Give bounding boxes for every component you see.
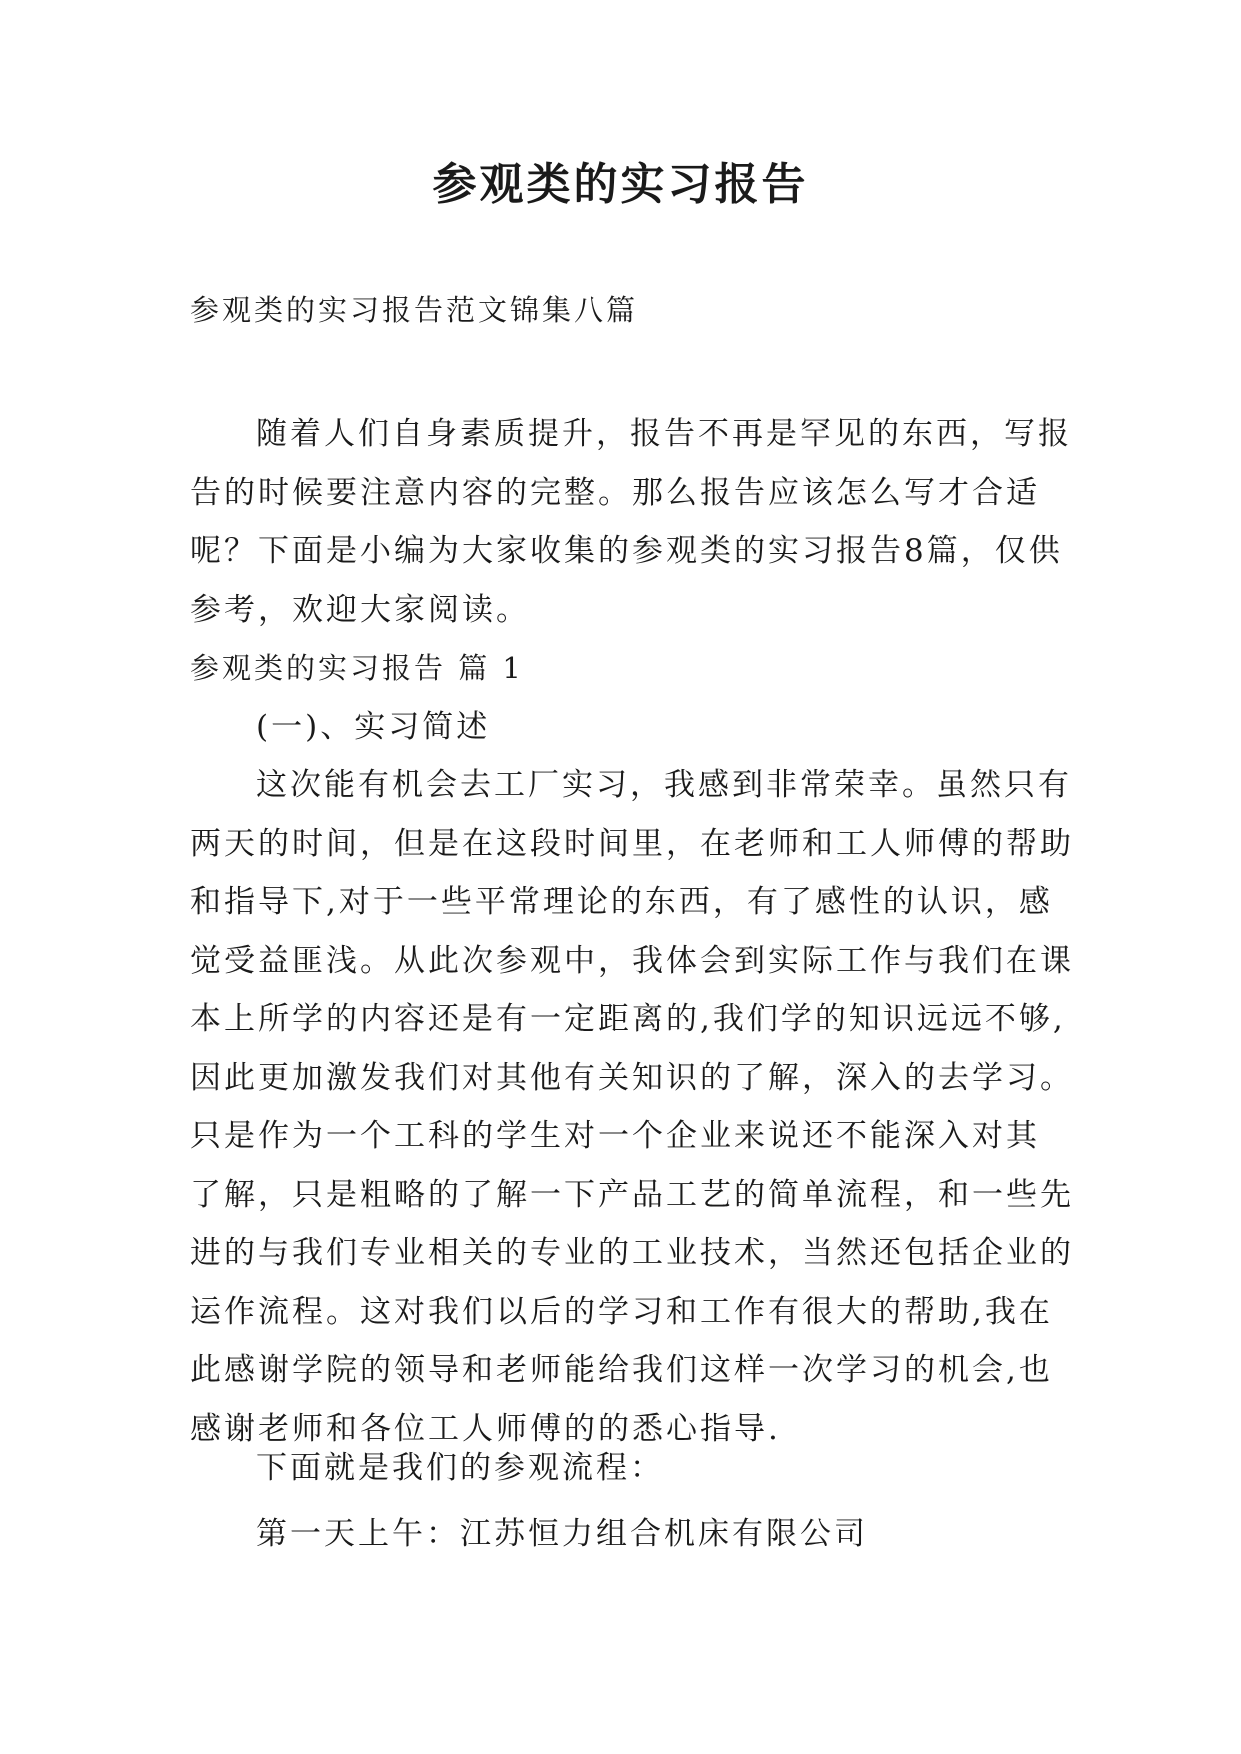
paragraph-line: 了解，只是粗略的了解一下产品工艺的简单流程，和一些先 [190, 1176, 1074, 1213]
paragraph-line: 因此更加激发我们对其他有关知识的了解，深入的去学习。 [190, 1059, 1074, 1096]
paragraph-line: 告的时候要注意内容的完整。那么报告应该怎么写才合适 [190, 474, 1040, 511]
paragraph-line: 本上所学的内容还是有一定距离的,我们学的知识远远不够, [190, 1001, 1066, 1037]
document-title: 参观类的实习报告 [432, 159, 809, 210]
paragraph-line: 参考，欢迎大家阅读。 [190, 591, 530, 628]
paragraph-line: 下面就是我们的参观流程： [256, 1450, 664, 1486]
paragraph-line: 随着人们自身素质提升，报告不再是罕见的东西，写报 [256, 416, 1072, 452]
paragraph-line: 只是作为一个工科的学生对一个企业来说还不能深入对其 [190, 1118, 1040, 1154]
section-heading: 参观类的实习报告 篇 1 [190, 651, 524, 685]
paragraph-line: 两天的时间，但是在这段时间里，在老师和工人师傅的帮助 [190, 825, 1074, 862]
body-text [190, 405, 1074, 1458]
paragraph-line: 这次能有机会去工厂实习，我感到非常荣幸。虽然只有 [256, 767, 1072, 803]
paragraph-line: 和指导下,对于一些平常理论的东西，有了感性的认识，感 [190, 884, 1053, 920]
visit-schedule [190, 1435, 1070, 1567]
paragraph-line: 进的与我们专业相关的专业的工业技术，当然还包括企业的 [190, 1235, 1074, 1271]
paragraph-line: 第一天上午：江苏恒力组合机床有限公司 [256, 1516, 868, 1552]
document-subtitle: 参观类的实习报告范文锦集八篇 [190, 293, 639, 327]
paragraph-line: 此感谢学院的领导和老师能给我们这样一次学习的机会,也 [190, 1352, 1053, 1388]
paragraph-line: 运作流程。这对我们以后的学习和工作有很大的帮助,我在 [190, 1293, 1053, 1330]
paragraph-line: 感谢老师和各位工人师傅的的悉心指导. [190, 1410, 781, 1447]
paragraph-line: 觉受益匪浅。从此次参观中，我体会到实际工作与我们在课 [190, 942, 1074, 979]
paragraph-line: 呢？下面是小编为大家收集的参观类的实习报告8篇，仅供 [190, 533, 1063, 569]
subsection-heading: (一)、实习简述 [256, 708, 491, 745]
